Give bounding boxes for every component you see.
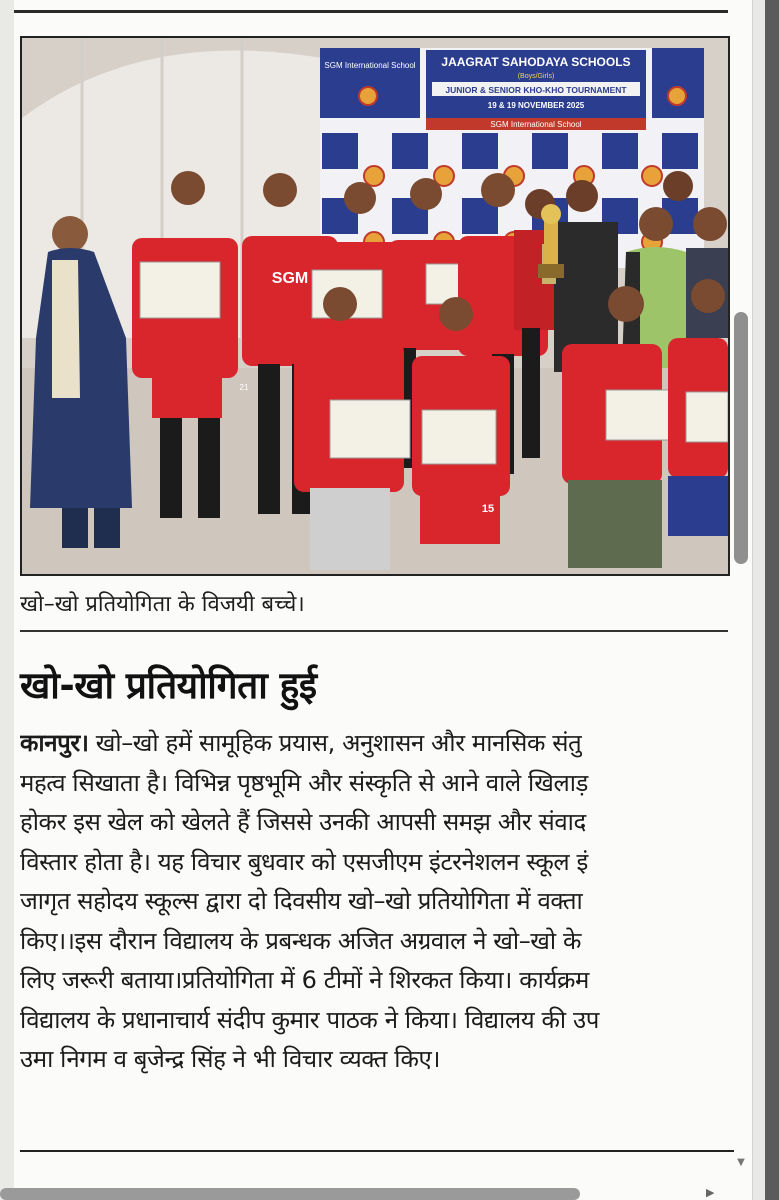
news-photo [20, 36, 730, 576]
article-line: उमा निगम व बृजेन्द्र सिंह ने भी विचार व्यक्त किए। [20, 1045, 441, 1073]
side-logo-label: SGM International School [324, 61, 416, 70]
jersey-label: SGM [271, 270, 309, 287]
article-body [20, 724, 728, 1114]
article-line: जागृत सहोदय स्कूल्स द्वारा दो दिवसीय खो–खो प्रतियोगिता में वक्ता [20, 887, 583, 915]
article-line: किए।।इस दौरान विद्यालय के प्रबन्धक अजित अग्रवाल ने खो–खो के [20, 926, 582, 955]
banner-subtitle: (Boys/Girls) [517, 73, 555, 80]
article-line: लिए जरूरी बताया।प्रतियोगिता में 6 टीमों ने शिरकत किया। कार्यक्रम [20, 966, 589, 994]
banner-event: JUNIOR & SENIOR KHO-KHO TOURNAMENT [445, 85, 627, 95]
article-dateline: कानपुर। [20, 729, 89, 757]
article-line: विस्तार होता है। यह विचार बुधवार को एसजीएम इंटरनेशलन स्कूल इं [20, 847, 588, 876]
shorts-number-2: 21 [239, 383, 249, 392]
page-edge [0, 0, 14, 1200]
banner-title: JAAGRAT SAHODAYA SCHOOLS [441, 55, 631, 69]
scroll-down-arrow-icon[interactable]: ▼ [737, 1157, 745, 1168]
bottom-rule [20, 1150, 734, 1152]
article-line: विद्यालय के प्रधानाचार्य संदीप कुमार पाठक ने किया। विद्यालय की उप [20, 1005, 599, 1034]
banner-date: 19 & 19 NOVEMBER 2025 [487, 101, 585, 110]
winners-photo-illustration [22, 38, 728, 574]
horizontal-scrollbar-thumb[interactable] [0, 1188, 580, 1200]
article-headline: खो-खो प्रतियोगिता हुई [20, 664, 317, 707]
shorts-number: 15 [481, 503, 495, 515]
article-line: महत्व सिखाता है। विभिन्न पृष्ठभूमि और संस्कृति से आने वाले खिलाड़ [20, 768, 588, 797]
scroll-right-arrow-icon[interactable]: ▶ [706, 1186, 715, 1199]
banner-host: SGM International School [490, 120, 582, 129]
vertical-scrollbar-thumb[interactable] [734, 312, 748, 564]
window-frame-edge [765, 0, 779, 1200]
article-line-text: खो–खो हमें सामूहिक प्रयास, अनुशासन और मानसिक संतु [88, 729, 582, 757]
section-rule [20, 630, 728, 632]
article-line: होकर इस खेल को खेलते हैं जिससे उनकी आपसी समझ और संवाद [20, 808, 586, 836]
top-rule [14, 10, 728, 13]
photo-caption: खो–खो प्रतियोगिता के विजयी बच्चे। [20, 592, 305, 617]
article-line [20, 724, 728, 764]
